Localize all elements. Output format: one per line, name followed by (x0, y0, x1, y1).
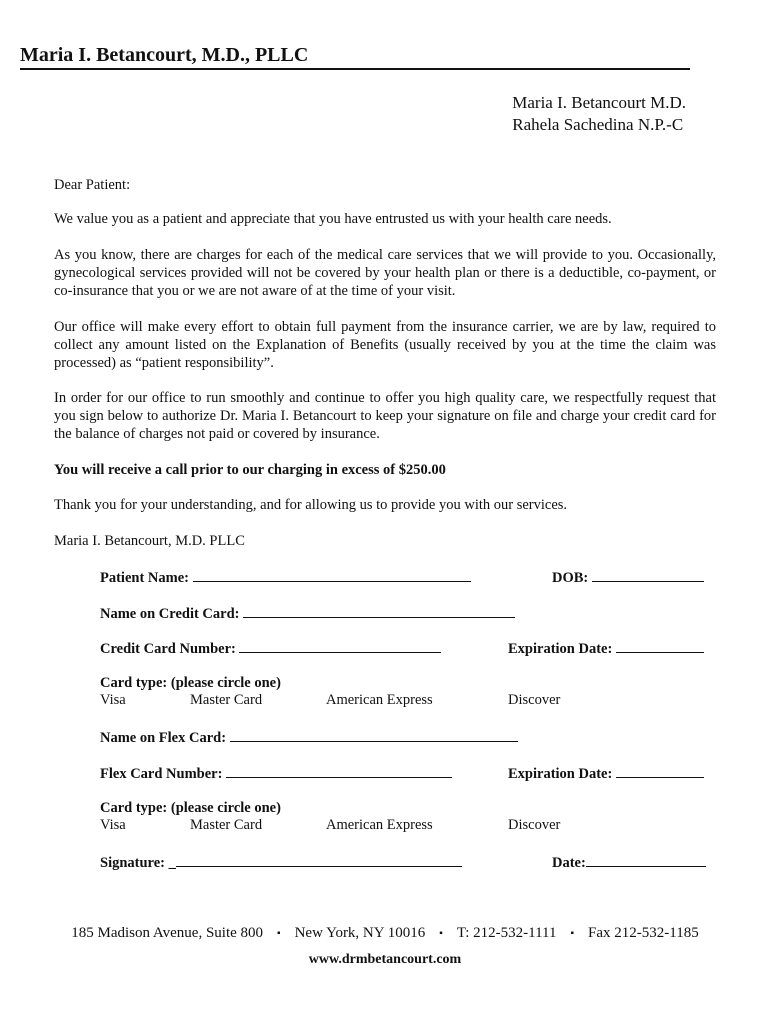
name-on-card-field[interactable] (100, 604, 515, 623)
flex-number-field[interactable] (100, 764, 452, 783)
flex-option-mastercard[interactable]: Master Card (190, 817, 263, 833)
flex-option-discover[interactable]: Discover (508, 817, 561, 833)
patient-name-line[interactable] (193, 568, 471, 582)
footer-fax: Fax 212-532-1185 (588, 925, 699, 941)
website-link[interactable]: www.drmbetancourt.com (308, 952, 462, 967)
card-option-discover[interactable]: Discover (508, 692, 561, 708)
card-number-label: Credit Card Number: (100, 641, 236, 657)
footer-city: New York, NY 10016 (294, 925, 426, 941)
patient-name-field[interactable] (100, 568, 471, 587)
practice-name: Maria I. Betancourt, M.D., PLLC (20, 44, 309, 66)
footer-address-line (0, 925, 770, 942)
signature-line[interactable] (176, 853, 462, 867)
name-on-flex-field[interactable] (100, 728, 518, 747)
card-option-mastercard[interactable]: Master Card (190, 692, 263, 708)
date-field[interactable] (552, 853, 706, 872)
dob-line[interactable] (592, 568, 704, 582)
flex-option-visa[interactable]: Visa (100, 817, 126, 833)
signature-label: Signature: _ (100, 855, 176, 871)
date-label: Date: (552, 855, 586, 871)
card-option-visa[interactable]: Visa (100, 692, 126, 708)
paragraph-2: As you know, there are charges for each of the medical care services that we will provide to you. Occasionally, gynecological services provided will not be covered by your health plan or there is a deductible, co-payment, or co-insurance that you or we are not aware of at the time of your visit. (54, 247, 716, 299)
flex-number-line[interactable] (226, 764, 452, 778)
footer-address: 185 Madison Avenue, Suite 800 (71, 925, 264, 941)
patient-name-label: Patient Name: (100, 570, 189, 586)
thanks-line: Thank you for your understanding, and for allowing us to provide you with our services. (54, 497, 568, 513)
expiration2-label: Expiration Date: (508, 766, 613, 782)
expiration2-line[interactable] (616, 764, 704, 778)
paragraph-4: In order for our office to run smoothly and continue to offer you high quality care, we respectfully request that you sign below to authorize Dr. Maria I. Betancourt to keep your signature on file and charge your credit card for the balance of charges not paid or covered by insurance. (54, 390, 716, 442)
letterhead (20, 44, 690, 70)
card-number-field[interactable] (100, 639, 441, 658)
greeting: Dear Patient: (54, 177, 131, 193)
signoff: Maria I. Betancourt, M.D. PLLC (54, 533, 245, 549)
provider-list (512, 92, 686, 136)
name-on-card-line[interactable] (243, 604, 515, 618)
expiration-line[interactable] (616, 639, 704, 653)
paragraph-3: Our office will make every effort to obtain full payment from the insurance carrier, we are by law, required to collect any amount listed on the Explanation of Benefits (usually received by you at the time the claim was processed) as “patient responsibility”. (54, 319, 716, 371)
expiration2-field[interactable] (508, 764, 704, 783)
card-option-amex[interactable]: American Express (326, 692, 433, 708)
expiration-label: Expiration Date: (508, 641, 613, 657)
name-on-card-label: Name on Credit Card: (100, 606, 240, 622)
name-on-flex-line[interactable] (230, 728, 518, 742)
separator-icon: ▪ (277, 928, 281, 940)
separator-icon: ▪ (570, 928, 575, 940)
separator-icon: ▪ (439, 928, 443, 940)
provider-name: Rahela Sachedina N.P.-C (512, 115, 684, 134)
flex-number-label: Flex Card Number: (100, 766, 223, 782)
paragraph-1: We value you as a patient and appreciate that you have entrusted us with your health care needs. (54, 211, 612, 227)
charge-notice: You will receive a call prior to our charging in excess of $250.00 (54, 462, 446, 478)
dob-field[interactable] (552, 568, 704, 587)
flex-option-amex[interactable]: American Express (326, 817, 433, 833)
expiration-field[interactable] (508, 639, 704, 658)
date-line[interactable] (586, 853, 706, 867)
card-type-label: Card type: (please circle one) (100, 675, 281, 691)
dob-label: DOB: (552, 570, 589, 586)
name-on-flex-label: Name on Flex Card: (100, 730, 227, 746)
footer-phone: T: 212-532-1111 (456, 925, 557, 941)
card-type2-label: Card type: (please circle one) (100, 800, 281, 816)
card-number-line[interactable] (239, 639, 441, 653)
signature-field[interactable] (100, 853, 462, 872)
provider-name: Maria I. Betancourt M.D. (512, 93, 686, 112)
